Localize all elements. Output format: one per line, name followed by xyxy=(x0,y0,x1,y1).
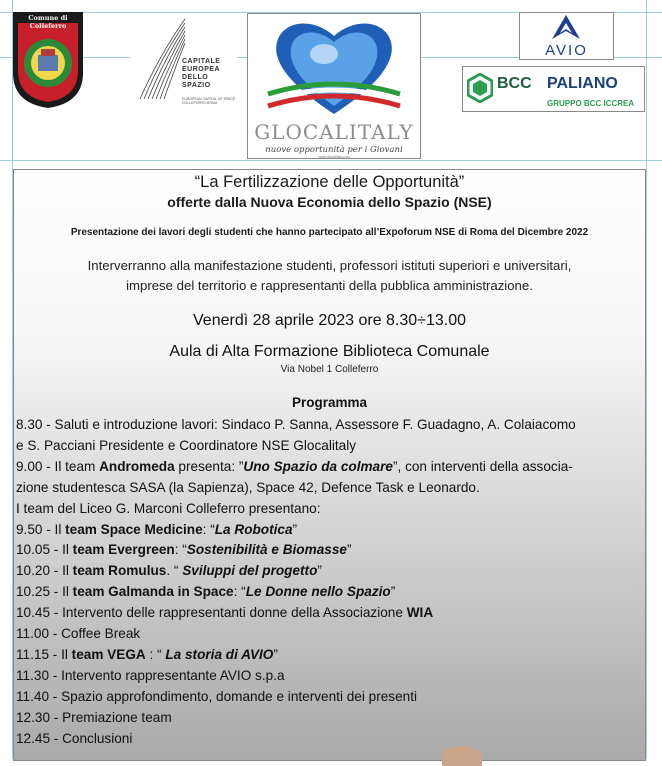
programma-item-post: ” xyxy=(292,521,298,537)
programma-item xyxy=(16,707,172,728)
programma-item xyxy=(16,560,322,581)
programma-item-bold: team VEGA xyxy=(71,646,146,662)
programma-item-mid: . “ xyxy=(166,563,183,579)
event-date: Venerdì 28 aprile 2023 ore 8.30÷13.00 xyxy=(193,312,466,329)
event-address: Via Nobel 1 Colleferro xyxy=(280,364,379,375)
event-subtitle: offerte dalla Nuova Economia dello Spazio (NSE) xyxy=(167,194,492,210)
bcc-brand: BCC xyxy=(497,75,532,92)
programma-item-pre: 10.45 - Intervento delle rappresentanti donne della Associazione xyxy=(16,605,407,621)
programma-item-plain: 11.40 - Spazio approfondimento, domande e interventi dei presenti xyxy=(16,688,418,704)
programma-item-italic: La storia di AVIO xyxy=(165,646,274,662)
programma-item-italic: Uno Spazio da colmare xyxy=(243,458,393,474)
programma-item-mid: : “ xyxy=(145,646,166,662)
avio-name: AVIO xyxy=(545,42,588,59)
participants-line: Interverranno alla manifestazione studenti, professori istituti superiori e universitari, xyxy=(87,258,572,273)
programma-item xyxy=(16,435,356,456)
programma-item-plain: 12.45 - Conclusioni xyxy=(16,730,133,746)
comune-colleferro-crest xyxy=(12,11,84,109)
programma-item-plain: 12.30 - Premiazione team xyxy=(16,709,172,725)
capitale-text xyxy=(182,58,242,90)
capitale-line: DELLO xyxy=(182,74,209,81)
event-title: “La Fertilizzazione delle Opportunità” xyxy=(194,173,465,191)
programma-item-italic: Sostenibilità e Biomasse xyxy=(186,542,347,558)
capitale-line: EUROPEA xyxy=(182,66,221,73)
crest-label: Comune di Colleferro xyxy=(28,14,68,30)
bcc-paliano: PALIANO xyxy=(547,75,618,92)
programma-heading: Programma xyxy=(291,395,368,410)
programma-item-post: ” xyxy=(317,563,322,579)
glocalitaly-tagline: nuove opportunità per i Giovani xyxy=(265,145,403,155)
programma-item-post: ” xyxy=(390,584,396,600)
programma-item-post: ” xyxy=(273,646,278,662)
glocalitaly-name: GLOCALITALY xyxy=(254,120,414,144)
programma-item xyxy=(16,728,132,749)
speaker-photo-partial xyxy=(442,746,482,766)
guide-line xyxy=(0,160,662,161)
programma-item-italic: Sviluppi del progetto xyxy=(182,563,318,579)
event-content-box xyxy=(13,169,646,761)
programma-item-pre: 9.00 - Il team xyxy=(16,458,100,474)
programma-item-bold: team Romulus xyxy=(72,563,167,579)
participants-line: imprese del territorio e rappresentanti della pubblica amministrazione. xyxy=(126,278,533,293)
avio-logo xyxy=(519,12,614,60)
programma-item-pre: 9.50 - Il xyxy=(16,521,66,537)
programma-item-pre: 10.25 - Il xyxy=(16,584,73,600)
programma-item xyxy=(16,539,351,560)
programma-item xyxy=(16,477,480,498)
programma-item-pre: 11.15 - Il xyxy=(16,646,72,662)
programma-item xyxy=(16,623,140,644)
programma-item xyxy=(16,498,321,519)
programma-item-bold: Andromeda xyxy=(99,458,175,474)
capitale-line: SPAZIO xyxy=(182,82,211,89)
guide-line xyxy=(646,0,647,759)
programma-item-plain: 8.30 - Saluti e introduzione lavori: Sindaco P. Sanna, Assessore F. Guadagno, A. Colaiacomo xyxy=(16,417,576,432)
programma-item-bold: team Space Medicine xyxy=(65,521,203,537)
event-participants xyxy=(14,256,645,296)
bcc-paliano-logo xyxy=(462,66,645,112)
capitale-line: CAPITALE xyxy=(182,58,221,65)
programma-item xyxy=(16,581,395,602)
programma-item-plain: zione studentesca SASA (la Sapienza), Space 42, Defence Task e Leonardo. xyxy=(16,479,480,495)
programma-item-bold: team Galmanda in Space xyxy=(72,584,234,600)
programma-item-mid: : “ xyxy=(233,584,246,600)
programma-item-pre: 10.20 - Il xyxy=(16,563,73,579)
capitale-subtitle: EUROPEAN CAPITAL OF SPACE · COLLEFERRO-ROMA xyxy=(182,97,238,105)
programma-item-pre: 10.05 - Il xyxy=(16,542,73,558)
glocalitaly-logo xyxy=(247,13,421,159)
programma-item xyxy=(16,665,285,686)
programma-item-plain: I team del Liceo G. Marconi Colleferro presentano: xyxy=(16,500,321,516)
programma-item xyxy=(16,519,297,540)
glocalitaly-url: www.glocalitaly.com xyxy=(318,155,350,159)
programma-item-post: ”, con interventi della associa- xyxy=(392,458,573,474)
programma-item-plain: 11.00 - Coffee Break xyxy=(16,626,141,641)
programma-item-mid: : “ xyxy=(202,521,215,537)
capitale-europea-spazio-logo xyxy=(130,14,237,106)
programma-item-italic: Le Donne nello Spazio xyxy=(245,584,391,600)
programma-item xyxy=(16,644,278,665)
programma-item xyxy=(16,456,573,477)
programma-item-post: ” xyxy=(346,542,352,558)
event-venue: Aula di Alta Formazione Biblioteca Comunale xyxy=(169,343,490,360)
programma-item xyxy=(16,414,576,435)
programma-item-bold: team Evergreen xyxy=(72,542,175,558)
bcc-group: GRUPPO BCC ICCREA xyxy=(547,99,635,108)
event-presentation: Presentazione dei lavori degli studenti che hanno partecipato all’Expoforum NSE di Roma del Dicembre 2022 xyxy=(70,227,589,238)
programma-item-mid: : “ xyxy=(174,542,187,558)
programma-item-mid: presenta: ” xyxy=(174,458,244,474)
programma-item-bold: WIA xyxy=(406,605,434,621)
programma-item-plain: e S. Pacciani Presidente e Coordinatore NSE Glocalitaly xyxy=(16,437,357,453)
programma-item xyxy=(16,686,417,707)
programma-item xyxy=(16,602,433,623)
programma-item-plain: 11.30 - Intervento rappresentante AVIO s.p.a xyxy=(16,667,285,683)
programma-item-italic: La Robotica xyxy=(214,521,293,537)
